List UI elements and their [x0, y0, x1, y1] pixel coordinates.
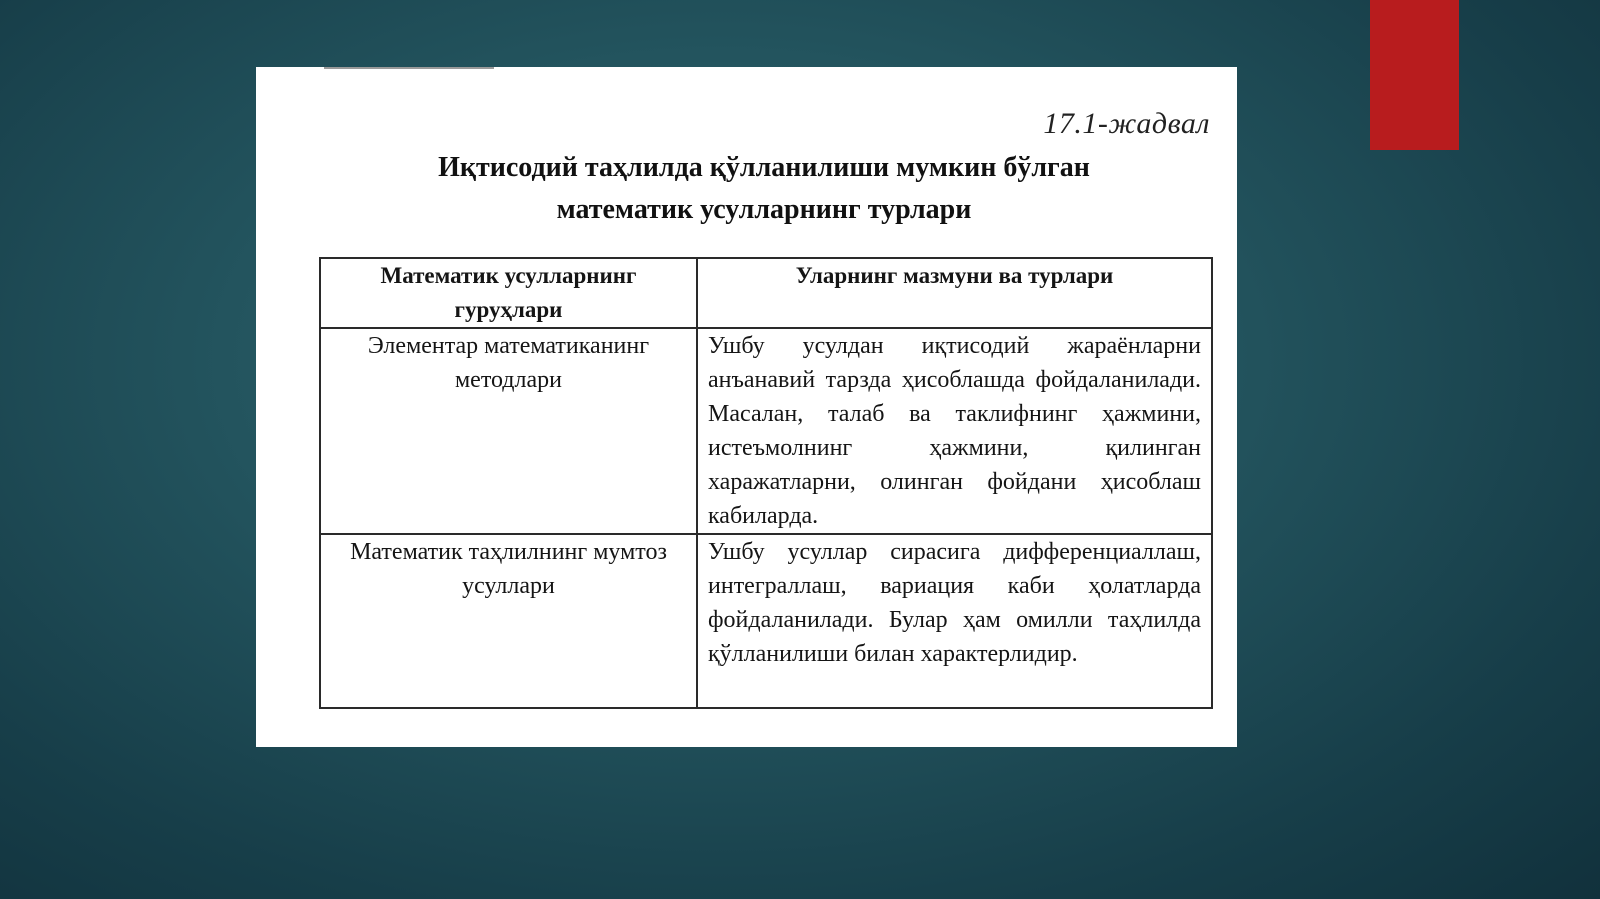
row-group-cell: Элементар математиканинг методлари [320, 328, 697, 534]
scanned-table-image [256, 67, 1237, 747]
scan-edge-mark [324, 67, 494, 69]
table-header-row [320, 258, 1212, 328]
table-title [336, 147, 1192, 231]
methods-table [319, 257, 1213, 709]
header-groups: Математик усулларнинг гуруҳлари [320, 258, 697, 328]
row-content-cell: Ушбу усуллар сирасига дифференциаллаш, интеграллаш, вариация каби ҳолатларда фойдаланилади. Булар ҳам омилли таҳлилда қўлланилиши билан характерлидир. [697, 534, 1212, 708]
table-number: 17.1-жадвал [1043, 107, 1210, 140]
table-title-line-1: Иқтисодий таҳлилда қўлланилиши мумкин бўлган [438, 152, 1090, 183]
table-row [320, 534, 1212, 708]
header-content: Уларнинг мазмуни ва турлари [697, 258, 1212, 328]
table-row [320, 328, 1212, 534]
row-group-cell: Математик таҳлилнинг мумтоз усуллари [320, 534, 697, 708]
row-content-cell: Ушбу усулдан иқтисодий жараёнларни анъанавий тарзда ҳисоблашда фойдаланилади. Масалан, талаб ва таклифнинг ҳажмини, истеъмолнинг ҳажмини, қилинган харажатларни, олинган фойдани ҳисоблаш кабиларда. [697, 328, 1212, 534]
table-title-line-2: математик усулларнинг турлари [556, 194, 972, 225]
red-accent-bar [1370, 0, 1459, 150]
